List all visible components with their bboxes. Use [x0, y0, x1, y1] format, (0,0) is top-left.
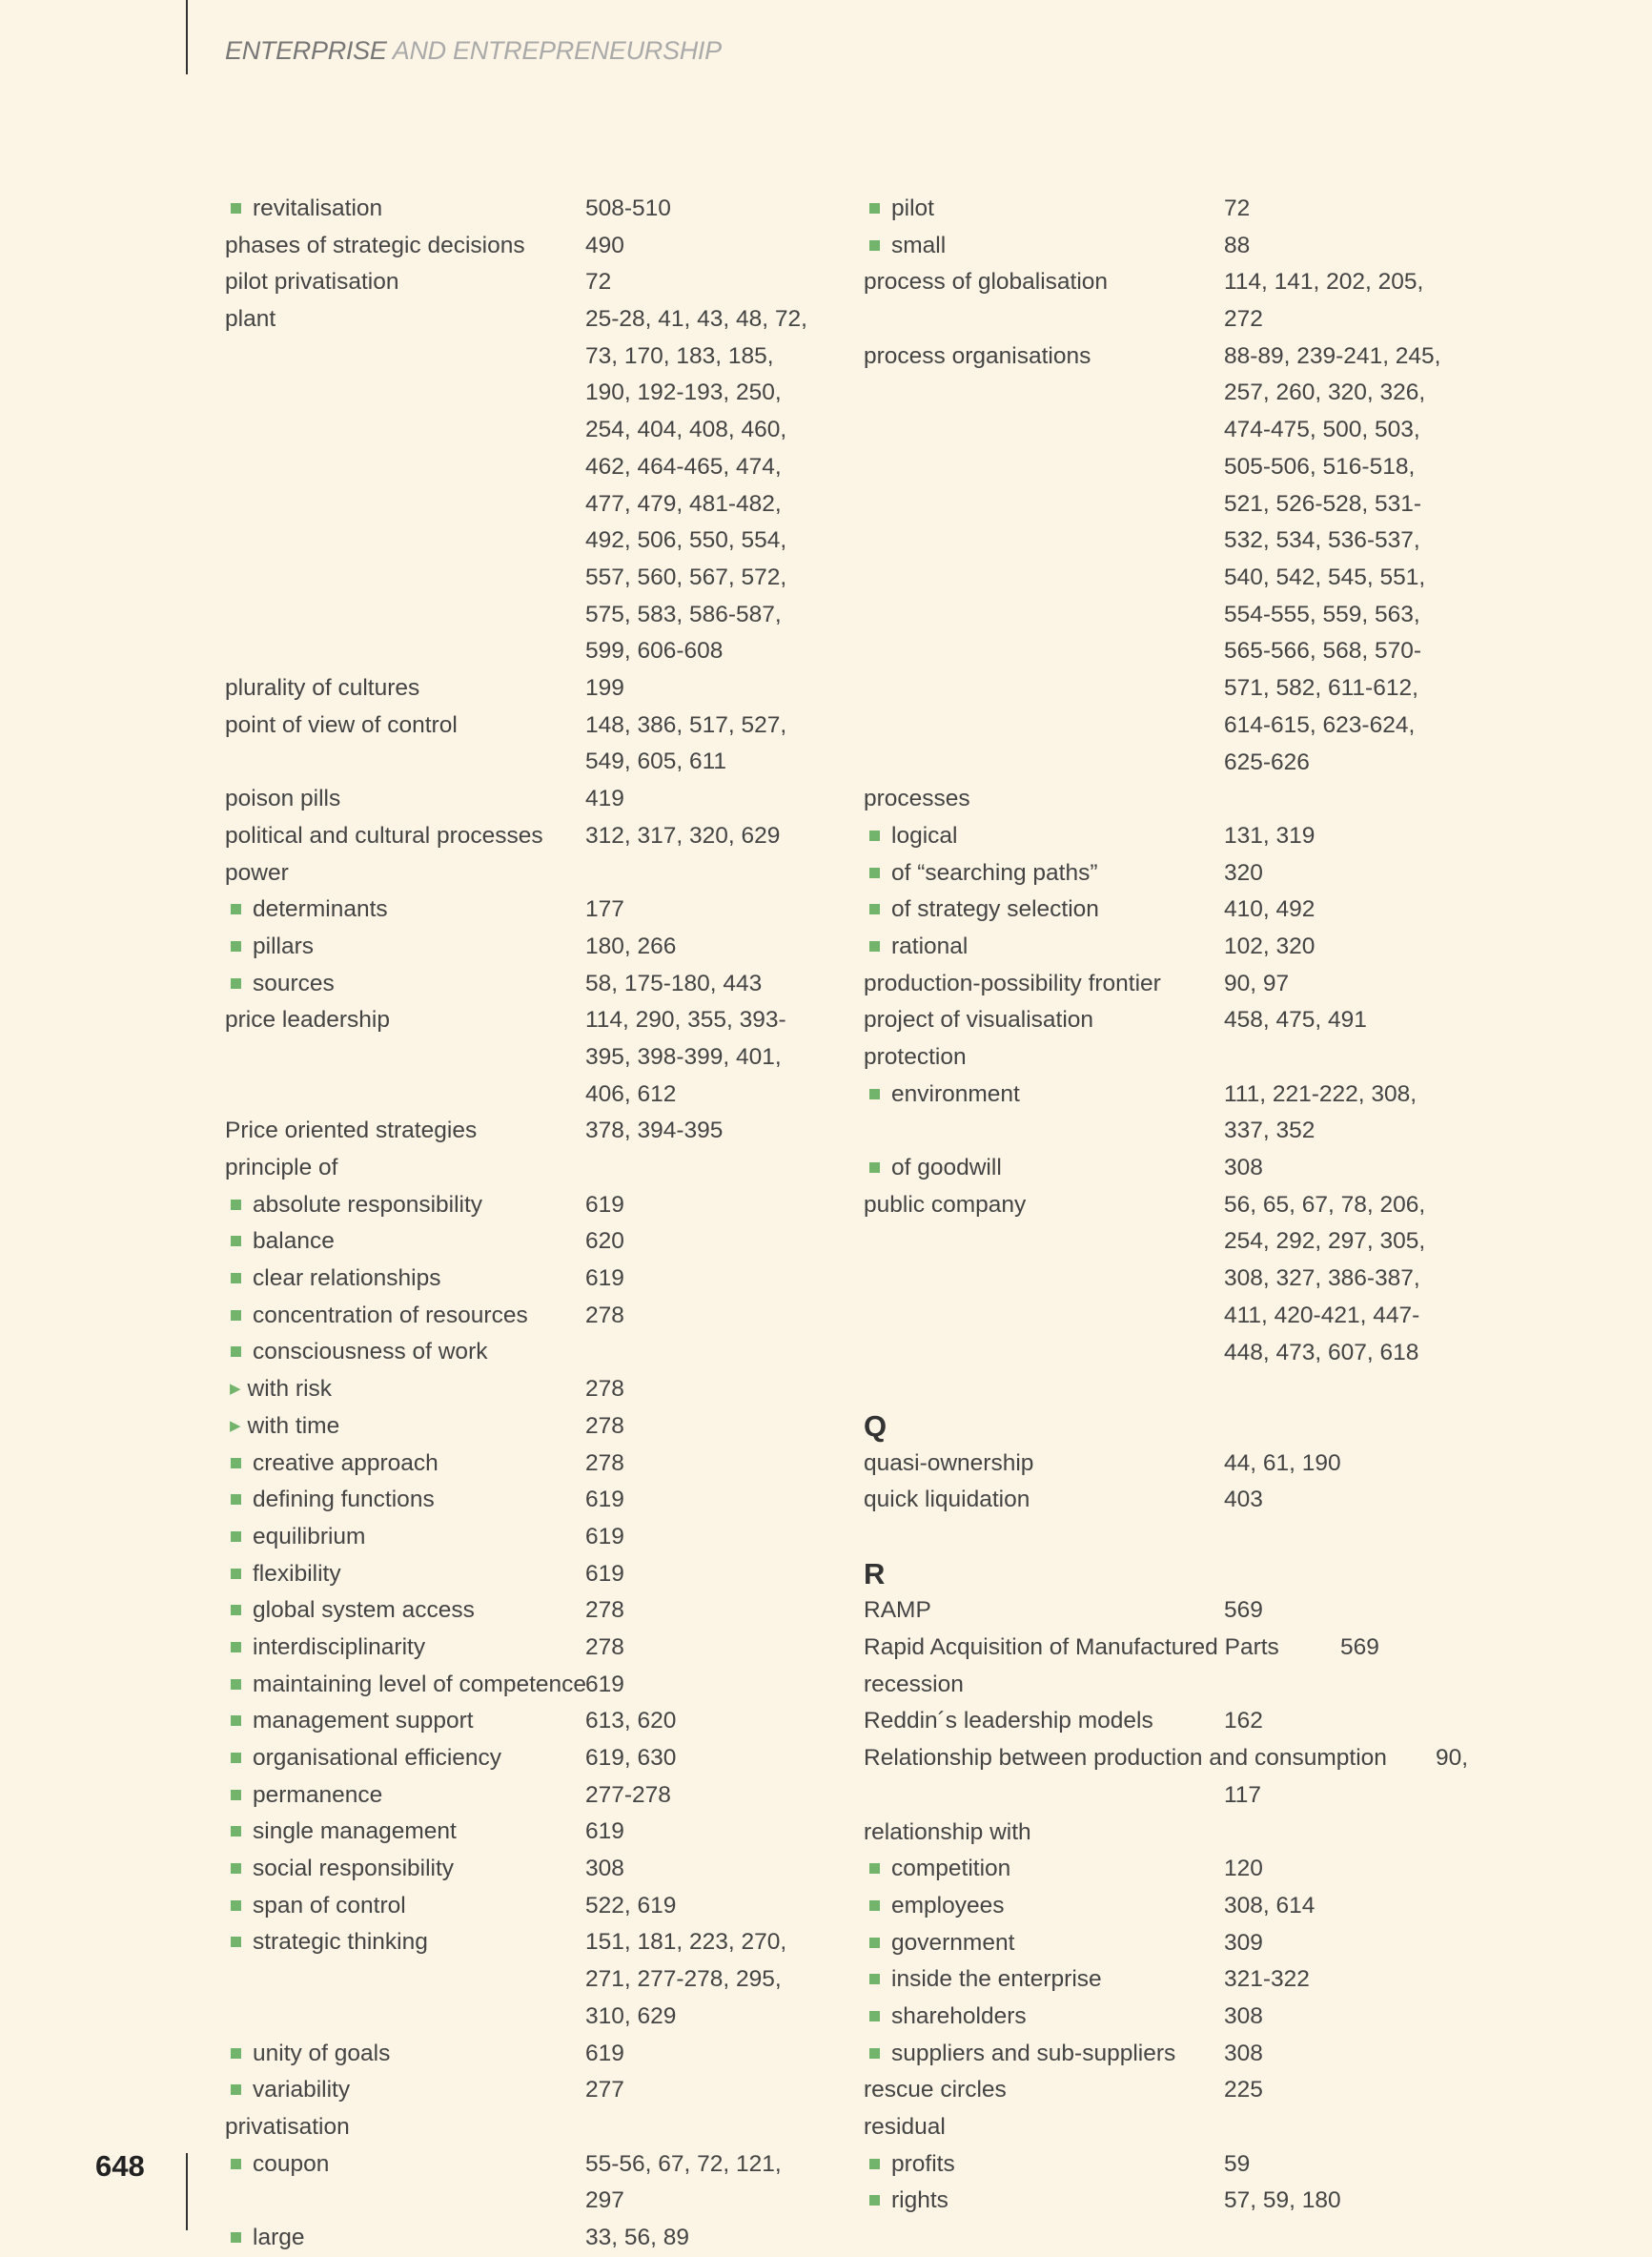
index-term: power [225, 859, 289, 886]
index-term: Rapid Acquisition of Manufactured Parts [864, 1634, 1279, 1661]
index-subterm: government [864, 1925, 1014, 1962]
index-term: pilot privatisation [225, 269, 399, 296]
index-term: point of view of control [225, 711, 458, 738]
index-pages: 312, 317, 320, 629 [585, 822, 781, 849]
index-pages: 403 [1224, 1487, 1263, 1513]
section-letter-r: R [864, 1556, 886, 1590]
index-term: project of visualisation [864, 1007, 1094, 1034]
index-subterm: social responsibility [225, 1851, 454, 1888]
index-subterm: environment [864, 1077, 1020, 1114]
index-term: residual [864, 2114, 946, 2140]
index-pages: 199 [585, 675, 624, 702]
index-subterm: management support [225, 1703, 474, 1740]
index-pages: 613, 620 [585, 1708, 677, 1734]
index-subterm: ▶ with risk [225, 1371, 332, 1408]
index-pages: 619 [585, 1487, 624, 1513]
index-subterm: of goodwill [864, 1150, 1002, 1187]
section-letter-q: Q [864, 1408, 887, 1443]
index-pages: 321-322 [1224, 1966, 1310, 1993]
index-subterm: concentration of resources [225, 1298, 528, 1335]
running-header [225, 36, 722, 66]
running-header-part1: ENTERPRISE [225, 36, 387, 65]
index-term: processes [864, 786, 970, 812]
index-pages: 619 [585, 1523, 624, 1549]
index-pages: 619 [585, 1671, 624, 1697]
index-pages: 522, 619 [585, 1892, 677, 1918]
index-term: process organisations [864, 342, 1091, 369]
index-pages: 320 [1224, 859, 1263, 886]
index-pages: 277-278 [585, 1781, 671, 1808]
index-term: Relationship between production and consumption [864, 1745, 1387, 1772]
index-subterm: span of control [225, 1888, 406, 1925]
index-subterm: inside the enterprise [864, 1961, 1102, 1999]
index-term: political and cultural processes [225, 822, 543, 849]
index-subterm: ▶ with time [225, 1408, 339, 1446]
index-subterm: large [225, 2220, 304, 2257]
header-rule [186, 0, 188, 74]
index-pages: 56, 65, 67, 78, 206, 254, 292, 297, 305, 308, 327, 386-387, 411, 420-421, 447-448, 473, 607, 618 [1224, 1191, 1426, 1365]
index-pages: 490 [585, 232, 624, 258]
index-pages: 308 [585, 1856, 624, 1882]
index-pages: 569 [1340, 1634, 1379, 1661]
index-pages: 33, 56, 89 [585, 2225, 689, 2251]
index-term: protection [864, 1043, 967, 1070]
index-term: production-possibility frontier [864, 970, 1161, 996]
footer-rule [186, 2153, 188, 2230]
index-pages: 88 [1224, 232, 1251, 258]
index-subterm: consciousness of work [225, 1334, 487, 1371]
index-pages: 619 [585, 1818, 624, 1845]
index-pages: 619 [585, 1191, 624, 1218]
index-term: plant [225, 306, 276, 333]
index-pages: 278 [585, 1412, 624, 1439]
index-pages: 278 [585, 1302, 624, 1328]
index-subterm: rational [864, 929, 968, 966]
index-pages: 55-56, 67, 72, 121, 297 [585, 2150, 782, 2214]
index-subterm: small [864, 228, 946, 265]
index-subterm: shareholders [864, 1999, 1027, 2036]
index-pages: 114, 290, 355, 393-395, 398-399, 401, 406, 612 [585, 1007, 786, 1107]
index-pages: 162 [1224, 1708, 1263, 1734]
index-pages: 114, 141, 202, 205, 272 [1224, 269, 1424, 333]
index-subterm: pilot [864, 191, 934, 228]
index-term: RAMP [864, 1597, 931, 1624]
index-term: public company [864, 1191, 1027, 1218]
index-pages: 72 [1224, 195, 1251, 221]
index-pages: 57, 59, 180 [1224, 2187, 1341, 2214]
index-pages: 72 [585, 269, 612, 296]
index-pages: 278 [585, 1449, 624, 1476]
page-number: 648 [95, 2149, 145, 2183]
index-pages: 308 [1224, 1155, 1263, 1181]
index-pages: 88-89, 239-241, 245, 257, 260, 320, 326, 474-475, 500, 503, 505-506, 516-518, 521, 526-528, 531-532, 534, 536-537, 540, 542, 545, 551, 554-555, 559, 563, 565-566, 568, 570-571, 582, 611-612, 614-615, 623-624, 625-626 [1224, 342, 1441, 775]
index-subterm: absolute responsibility [225, 1187, 482, 1224]
index-term: rescue circles [864, 2077, 1007, 2103]
index-pages: 619 [585, 2040, 624, 2066]
index-subterm: flexibility [225, 1556, 341, 1593]
index-subterm: interdisciplinarity [225, 1630, 425, 1667]
index-pages: 120 [1224, 1856, 1263, 1882]
index-pages: 180, 266 [585, 933, 677, 959]
index-subterm: organisational efficiency [225, 1740, 501, 1777]
index-term: principle of [225, 1155, 338, 1181]
index-term: quick liquidation [864, 1487, 1030, 1513]
index-pages: 378, 394-395 [585, 1118, 724, 1144]
index-pages: 102, 320 [1224, 933, 1315, 959]
index-term: relationship with [864, 1818, 1031, 1845]
index-pages: 131, 319 [1224, 822, 1315, 849]
index-pages: 308 [1224, 2040, 1263, 2066]
index-pages: 410, 492 [1224, 896, 1315, 923]
index-pages: 278 [585, 1597, 624, 1624]
index-pages: 59 [1224, 2150, 1251, 2177]
index-pages: 278 [585, 1376, 624, 1403]
index-term: Price oriented strategies [225, 1118, 478, 1144]
index-pages: 44, 61, 190 [1224, 1449, 1341, 1476]
index-pages: 458, 475, 491 [1224, 1007, 1367, 1034]
index-subterm: logical [864, 818, 957, 855]
index-term: process of globalisation [864, 269, 1109, 296]
index-subterm: coupon [225, 2146, 329, 2184]
index-subterm: competition [864, 1851, 1010, 1888]
index-subterm: of strategy selection [864, 892, 1099, 929]
index-subterm: creative approach [225, 1446, 438, 1483]
index-subterm: variability [225, 2072, 350, 2109]
index-term: plurality of cultures [225, 675, 420, 702]
index-subterm: maintaining level of competence [225, 1667, 586, 1704]
index-subterm: determinants [225, 892, 388, 929]
index-subterm: unity of goals [225, 2036, 390, 2073]
index-term: Reddin´s leadership models [864, 1708, 1153, 1734]
index-term: price leadership [225, 1007, 390, 1034]
index-pages: 25-28, 41, 43, 48, 72, 73, 170, 183, 185, 190, 192-193, 250, 254, 404, 408, 460, 462, 464-465, 474, 477, 479, 481-482, 492, 506, 550, 554, 557, 560, 567, 572, 575, 583, 586-587, 599, 606-608 [585, 306, 807, 665]
index-pages: 278 [585, 1633, 624, 1660]
index-subterm: rights [864, 2183, 948, 2220]
index-pages: 148, 386, 517, 527, 549, 605, 611 [585, 711, 787, 775]
index-pages: 308 [1224, 2002, 1263, 2029]
index-subterm: clear relationships [225, 1261, 440, 1298]
index-pages: 309 [1224, 1929, 1263, 1956]
index-pages: 619, 630 [585, 1745, 677, 1772]
index-subterm: equilibrium [225, 1519, 365, 1556]
index-pages-part1: 90, [1436, 1745, 1469, 1772]
index-term: privatisation [225, 2113, 350, 2140]
index-term: poison pills [225, 786, 341, 812]
index-subterm: employees [864, 1888, 1004, 1925]
index-pages: 111, 221-222, 308, 337, 352 [1224, 1080, 1417, 1144]
index-pages: 90, 97 [1224, 970, 1290, 996]
index-pages: 177 [585, 896, 624, 923]
index-pages: 620 [585, 1228, 624, 1255]
index-subterm: profits [864, 2146, 955, 2184]
index-subterm: pillars [225, 929, 314, 966]
index-subterm: permanence [225, 1777, 382, 1815]
index-term: phases of strategic decisions [225, 232, 525, 258]
index-pages: 508-510 [585, 195, 671, 221]
index-subterm: strategic thinking [225, 1924, 428, 1961]
index-pages: 569 [1224, 1597, 1263, 1624]
index-pages: 619 [585, 1560, 624, 1587]
index-subterm: revitalisation [225, 191, 382, 228]
index-pages: 619 [585, 1265, 624, 1292]
index-pages: 308, 614 [1224, 1892, 1315, 1918]
index-pages: 58, 175-180, 443 [585, 970, 763, 996]
index-pages: 277 [585, 2077, 624, 2103]
index-subterm: balance [225, 1223, 335, 1261]
index-subterm: global system access [225, 1592, 475, 1630]
index-subterm: defining functions [225, 1482, 435, 1519]
index-subterm: sources [225, 966, 335, 1003]
index-term: recession [864, 1671, 964, 1697]
index-pages: 225 [1224, 2077, 1263, 2103]
index-subterm: single management [225, 1814, 457, 1851]
index-term: quasi-ownership [864, 1449, 1034, 1476]
running-header-part2: AND ENTREPRENEURSHIP [386, 36, 722, 65]
index-subterm: of “searching paths” [864, 855, 1098, 893]
index-pages: 419 [585, 786, 624, 812]
index-pages: 151, 181, 223, 270, 271, 277-278, 295, 310, 629 [585, 1929, 787, 2029]
index-subterm: suppliers and sub-suppliers [864, 2036, 1175, 2073]
index-pages-part2: 117 [1224, 1781, 1262, 1808]
